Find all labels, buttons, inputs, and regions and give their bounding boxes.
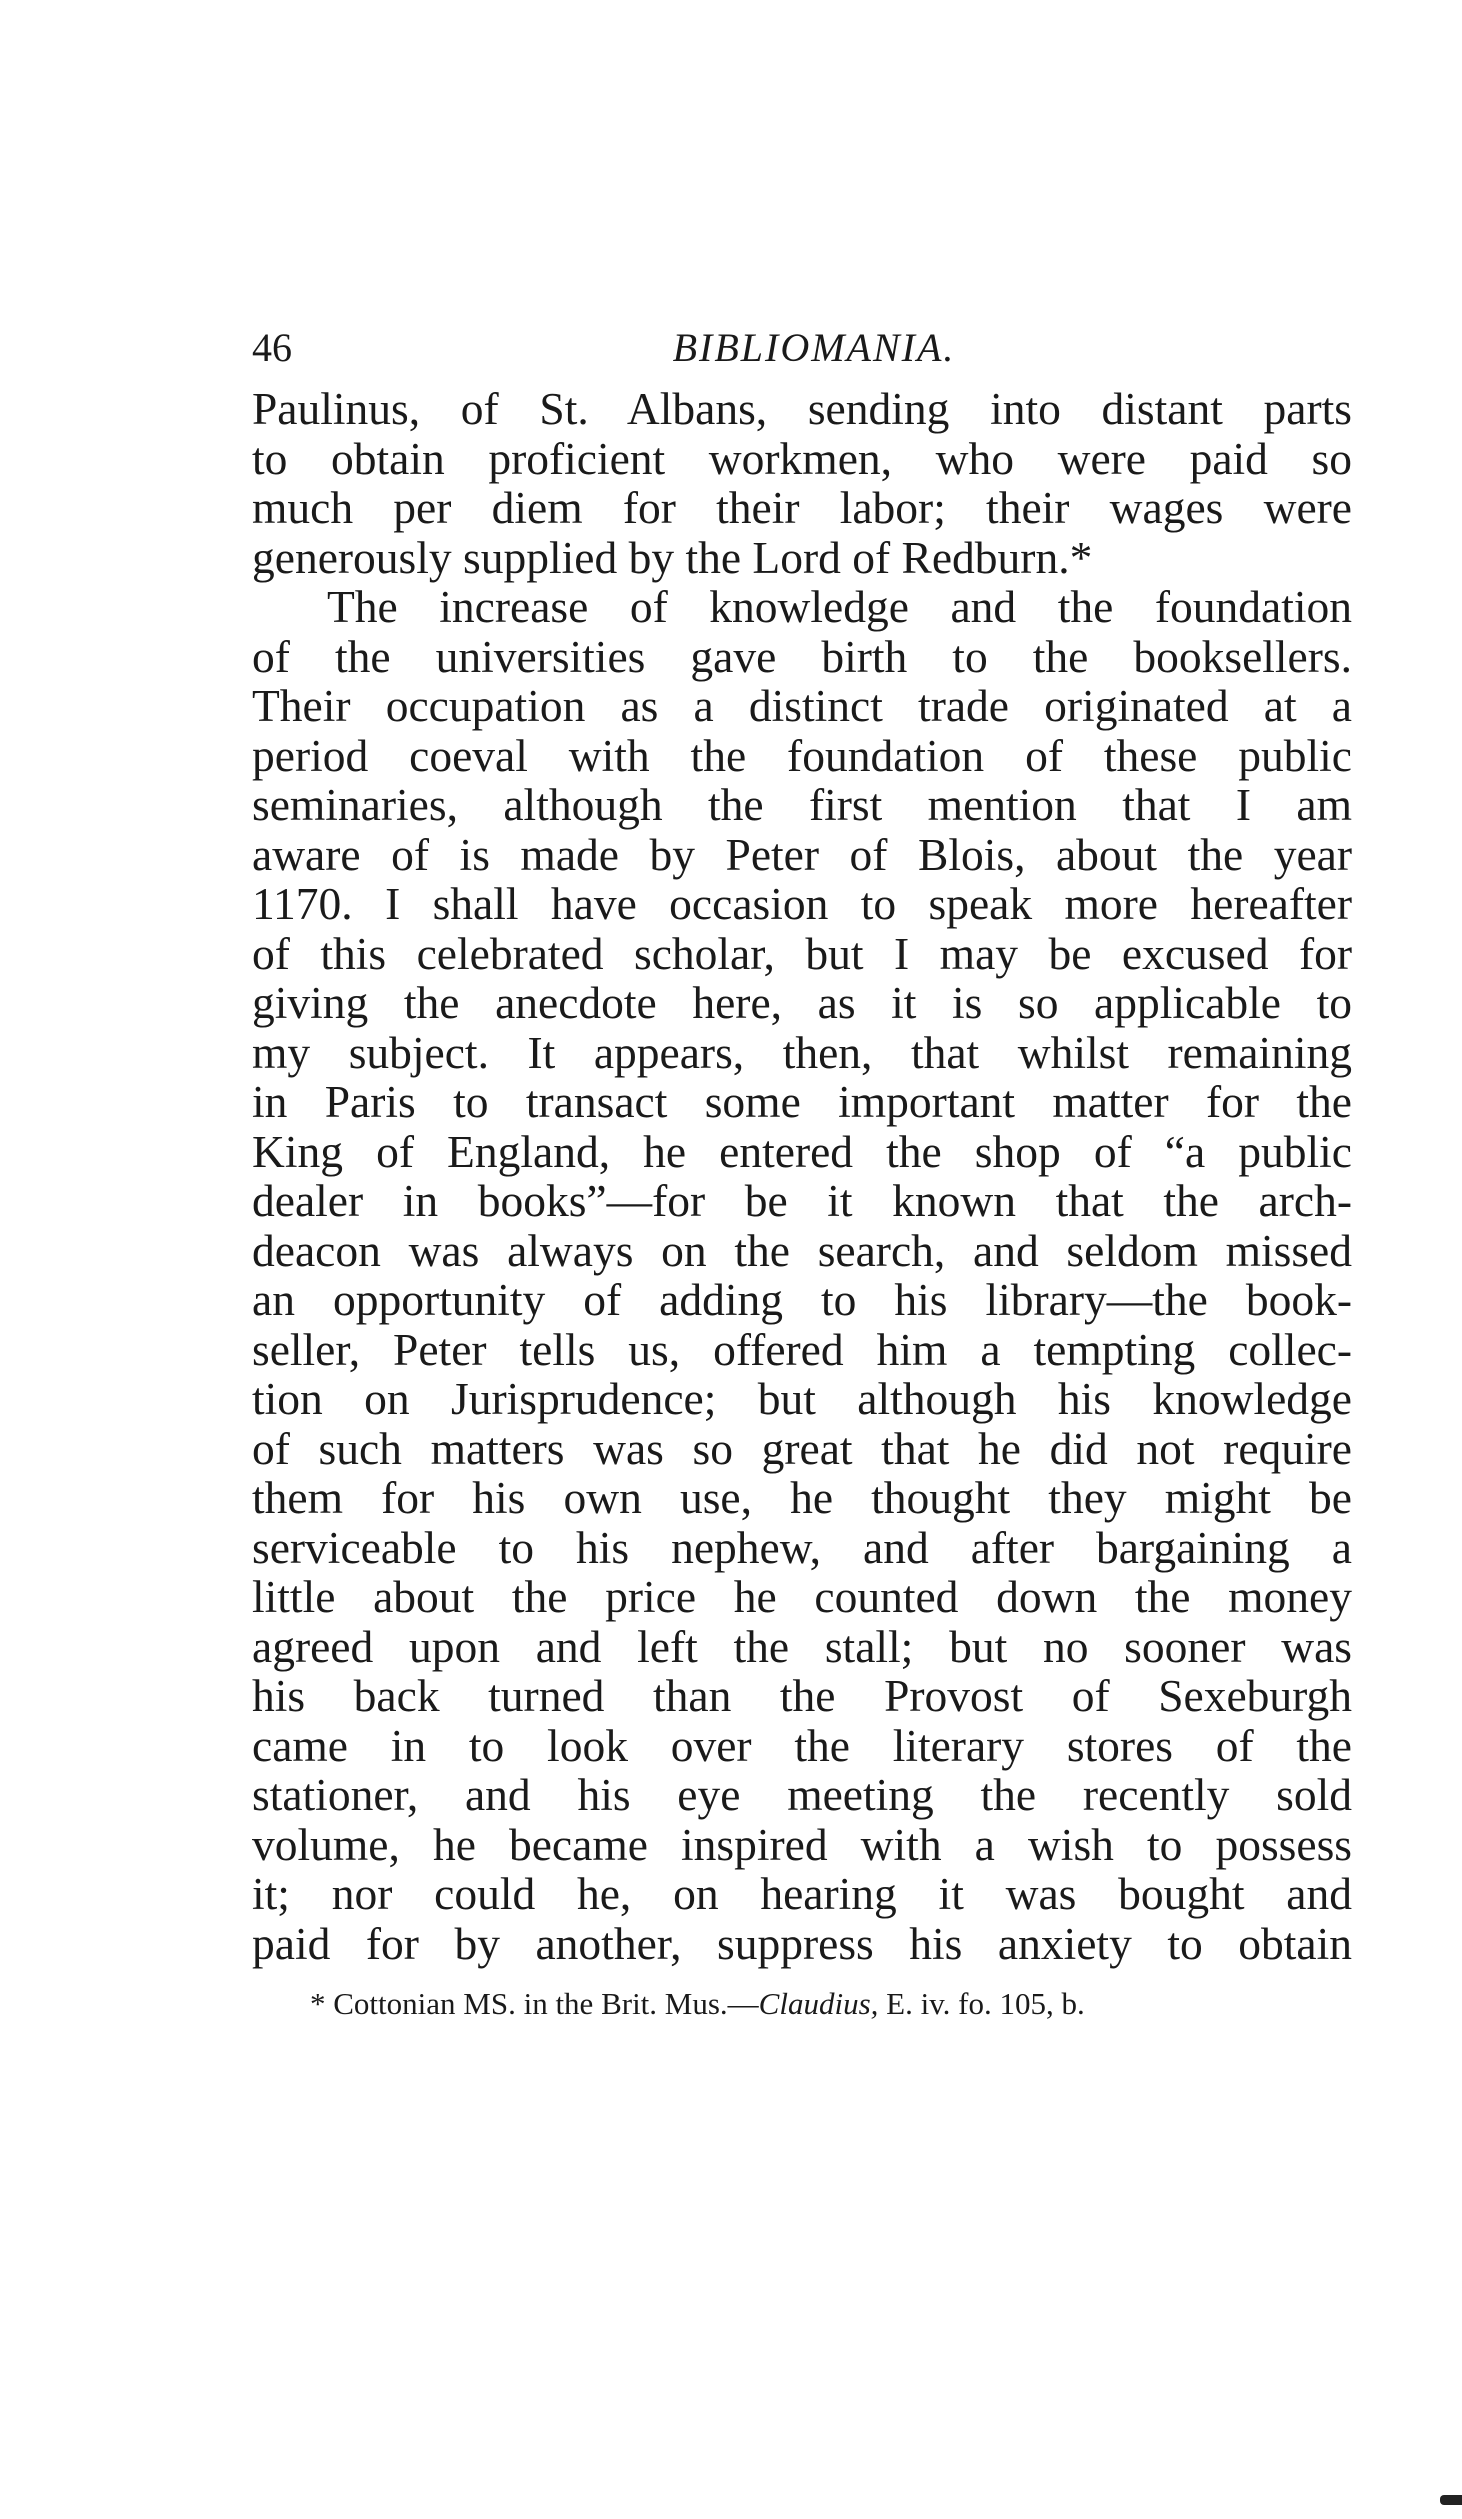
text-line: dealer in books”—for be it known that the arch-: [252, 1175, 1352, 1226]
text-line: seller, Peter tells us, offered him a tempting collec-: [252, 1323, 1352, 1375]
text-line: paid for by another, suppress his anxiety to obtain: [252, 1917, 1352, 1969]
page-number: 46: [252, 325, 292, 370]
text-line: seminaries, although the first mention that I am: [252, 779, 1352, 830]
footnote: [310, 1982, 1370, 2026]
text-line: of the universities gave birth to the booksellers.: [252, 630, 1352, 682]
text-line: period coeval with the foundation of these public: [252, 729, 1352, 781]
text-line: deacon was always on the search, and seldom missed: [252, 1224, 1352, 1276]
text-line: Paulinus, of St. Albans, sending into distant parts: [252, 383, 1352, 434]
text-line: King of England, he entered the shop of “a public: [252, 1125, 1352, 1177]
text-line: an opportunity of adding to his library—the book-: [252, 1274, 1352, 1325]
body-text: [252, 384, 1352, 1968]
text-line: The increase of knowledge and the foundation: [327, 581, 1352, 632]
text-line: serviceable to his nephew, and after bargaining a: [252, 1521, 1352, 1573]
text-line: them for his own use, he thought they might be: [252, 1472, 1352, 1523]
scan-edge-mark: [1440, 2495, 1462, 2505]
text-line: stationer, and his eye meeting the recently sold: [252, 1769, 1352, 1820]
text-line: to obtain proficient workmen, who were paid so: [252, 432, 1352, 484]
text-line: generously supplied by the Lord of Redburn.*: [252, 531, 1093, 583]
text-line: in Paris to transact some important matter for the: [252, 1076, 1352, 1127]
text-line: Their occupation as a distinct trade originated at a: [252, 680, 1352, 731]
text-line: came in to look over the literary stores of the: [252, 1719, 1352, 1771]
text-line: of this celebrated scholar, but I may be excused for: [252, 927, 1352, 979]
footnote-suffix: E. iv. fo. 105, b.: [878, 1986, 1085, 2021]
text-line: his back turned than the Provost of Sexeburgh: [252, 1670, 1352, 1721]
footnote-prefix: * Cottonian MS. in the Brit. Mus.—: [310, 1986, 759, 2021]
running-head: [252, 318, 1352, 378]
text-line: agreed upon and left the stall; but no sooner was: [252, 1620, 1352, 1672]
text-line: much per diem for their labor; their wages were: [252, 482, 1352, 533]
text-line: it; nor could he, on hearing it was bought and: [252, 1868, 1352, 1919]
text-line: little about the price he counted down the money: [252, 1571, 1352, 1622]
text-line: tion on Jurisprudence; but although his knowledge: [252, 1373, 1352, 1424]
text-line: 1170. I shall have occasion to speak more hereafter: [252, 878, 1352, 929]
running-title: BIBLIOMANIA.: [672, 325, 956, 370]
text-line: of such matters was so great that he did not require: [252, 1422, 1352, 1474]
footnote-italic: Claudius,: [758, 1986, 879, 2021]
text-line: my subject. It appears, then, that whilst remaining: [252, 1026, 1352, 1078]
text-line: volume, he became inspired with a wish to possess: [252, 1818, 1352, 1870]
text-line: aware of is made by Peter of Blois, about the year: [252, 828, 1352, 880]
text-line: giving the anecdote here, as it is so applicable to: [252, 977, 1352, 1028]
